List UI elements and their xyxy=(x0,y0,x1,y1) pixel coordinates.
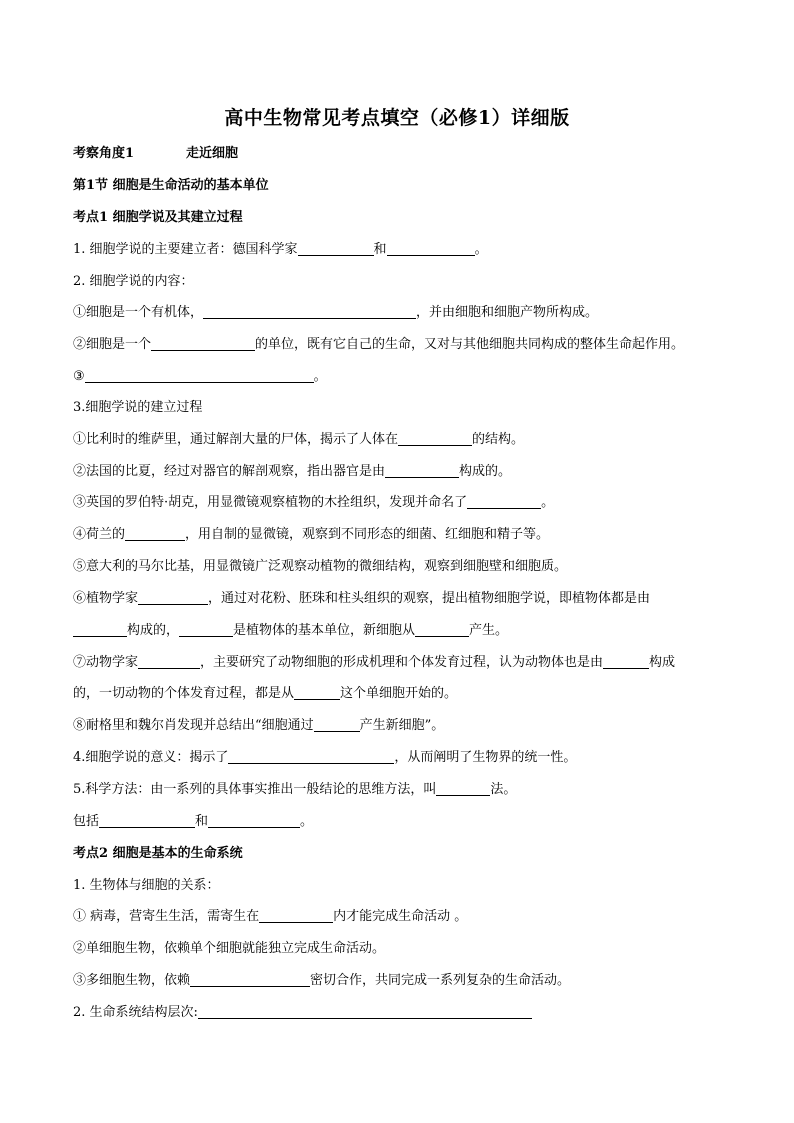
question-text: 1. 细胞学说的主要建立者：德国科学家 xyxy=(73,242,298,257)
question-text: 和 xyxy=(373,242,387,257)
question-text: ⑥植物学家 xyxy=(73,591,139,606)
question-text: 内才能完成生命活动 。 xyxy=(333,909,468,924)
question-text: 密切合作，共同完成一系列复杂的生命活动。 xyxy=(310,973,571,988)
question-3-item-6-cont xyxy=(73,622,508,640)
exam-angle-topic: 走近细胞 xyxy=(186,146,239,161)
question-3-item-7-cont xyxy=(73,685,457,703)
answer-blank[interactable] xyxy=(138,590,208,605)
answer-blank[interactable] xyxy=(387,241,475,256)
question-text: ①比利时的维萨里，通过解剖大量的尸体，揭示了人体在 xyxy=(73,432,399,447)
question-text: 。 xyxy=(541,495,555,510)
question-2-item-3 xyxy=(73,368,327,386)
question-text: 构成的。 xyxy=(459,464,512,479)
question-4 xyxy=(73,749,576,767)
question-text: ，主要研究了动物细胞的形成机理和个体发育过程，认为动物体也是由 xyxy=(200,655,604,670)
question-text: 产生新细胞”。 xyxy=(359,718,445,733)
question-text: ① 病毒，营寄生生活，需寄生在 xyxy=(73,909,260,924)
question-5-cont xyxy=(73,813,313,831)
question-text: 构成的， xyxy=(127,623,180,638)
question-text: ⑦动物学家 xyxy=(73,655,139,670)
question-text: 。 xyxy=(474,242,488,257)
question-text: ⑧耐格里和魏尔肖发现并总结出“细胞通过 xyxy=(73,718,314,733)
section-heading: 第1节 细胞是生命活动的基本单位 xyxy=(73,178,269,193)
answer-blank[interactable] xyxy=(203,304,416,319)
answer-blank[interactable] xyxy=(99,813,195,828)
question-3-item-7 xyxy=(73,654,675,672)
question-text: ，从而阐明了生物界的统一性。 xyxy=(394,750,577,765)
answer-blank[interactable] xyxy=(151,336,255,351)
question-text: 的，一切动物的个体发育过程，都是从 xyxy=(73,686,295,701)
question-6-item-1 xyxy=(73,908,467,926)
question-text: 4.细胞学说的意义：揭示了 xyxy=(73,750,229,765)
question-text: 产生。 xyxy=(469,623,509,638)
question-5 xyxy=(73,781,516,799)
answer-blank[interactable] xyxy=(198,1004,532,1019)
question-3-item-5: ⑤意大利的马尔比基，用显微镜广泛观察动植物的微细结构，观察到细胞壁和细胞质。 xyxy=(73,559,568,574)
exam-angle-line xyxy=(73,145,238,163)
question-text: ②法国的比夏，经过对器官的解剖观察，指出器官是由 xyxy=(73,464,386,479)
question-3-item-1 xyxy=(73,431,524,449)
answer-blank[interactable] xyxy=(179,622,233,637)
question-text: 的结构。 xyxy=(472,432,525,447)
question-7 xyxy=(73,1004,532,1022)
answer-blank[interactable] xyxy=(603,654,649,669)
answer-blank[interactable] xyxy=(228,749,394,764)
question-text: 的单位，既有它自己的生命，又对与其他细胞共同构成的整体生命起作用。 xyxy=(255,337,685,352)
question-text: 这个单细胞开始的。 xyxy=(340,686,458,701)
question-1 xyxy=(73,241,488,259)
question-text: ④荷兰的 xyxy=(73,527,126,542)
question-text: 。 xyxy=(300,814,314,829)
answer-blank[interactable] xyxy=(138,654,200,669)
question-text: 2. 生命系统结构层次: xyxy=(73,1005,198,1020)
question-6: 1. 生物体与细胞的关系： xyxy=(73,878,220,893)
question-text: ，通过对花粉、胚珠和柱头组织的观察，提出植物细胞学说，即植物体都是由 xyxy=(208,591,651,606)
point-heading-2: 考点2 细胞是基本的生命系统 xyxy=(73,846,243,861)
question-text: 是植物体的基本单位，新细胞从 xyxy=(233,623,416,638)
answer-blank[interactable] xyxy=(73,622,127,637)
question-text: ②细胞是一个 xyxy=(73,337,152,352)
question-2-item-1 xyxy=(73,304,598,322)
question-text: ③英国的罗伯特·胡克，用显微镜观察植物的木拴组织，发现并命名了 xyxy=(73,495,468,510)
question-text: ③多细胞生物，依赖 xyxy=(73,973,191,988)
answer-blank[interactable] xyxy=(259,908,333,923)
answer-blank[interactable] xyxy=(208,813,300,828)
question-text: 5.科学方法：由一系列的具体事实推出一般结论的思维方法，叫 xyxy=(73,782,437,797)
question-6-item-2: ②单细胞生物，依赖单个细胞就能独立完成生命活动。 xyxy=(73,941,386,956)
answer-blank[interactable] xyxy=(85,368,314,383)
answer-blank[interactable] xyxy=(467,494,541,509)
question-3-item-4 xyxy=(73,526,549,544)
exam-angle-label: 考察角度1 xyxy=(73,146,135,161)
answer-blank[interactable] xyxy=(190,972,310,987)
question-2: 2. 细胞学说的内容： xyxy=(73,274,194,289)
answer-blank[interactable] xyxy=(385,463,459,478)
question-3-item-8 xyxy=(73,717,444,735)
answer-blank[interactable] xyxy=(314,717,360,732)
point-heading-1: 考点1 细胞学说及其建立过程 xyxy=(73,210,243,225)
document-title: 高中生物常见考点填空（必修1）详细版 xyxy=(224,107,570,129)
answer-blank[interactable] xyxy=(294,685,340,700)
answer-blank[interactable] xyxy=(436,781,490,796)
question-text: 法。 xyxy=(490,782,517,797)
question-3-item-6 xyxy=(73,590,650,608)
question-3-item-2 xyxy=(73,463,511,481)
question-text: 构成 xyxy=(649,655,676,670)
answer-blank[interactable] xyxy=(415,622,469,637)
question-text: 。 xyxy=(313,369,327,384)
question-text: 和 xyxy=(195,814,209,829)
question-2-item-2 xyxy=(73,336,684,354)
answer-blank[interactable] xyxy=(298,241,374,256)
question-6-item-3 xyxy=(73,972,570,990)
question-3: 3.细胞学说的建立过程 xyxy=(73,400,203,415)
answer-blank[interactable] xyxy=(125,526,185,541)
question-text: ，用自制的显微镜，观察到不同形态的细菌、红细胞和精子等。 xyxy=(185,527,550,542)
question-text: 包括 xyxy=(73,814,100,829)
question-text: ③ xyxy=(73,369,85,384)
question-text: ①细胞是一个有机体， xyxy=(73,305,204,320)
answer-blank[interactable] xyxy=(398,431,472,446)
question-3-item-3 xyxy=(73,494,554,512)
question-text: ，并由细胞和细胞产物所构成。 xyxy=(416,305,599,320)
